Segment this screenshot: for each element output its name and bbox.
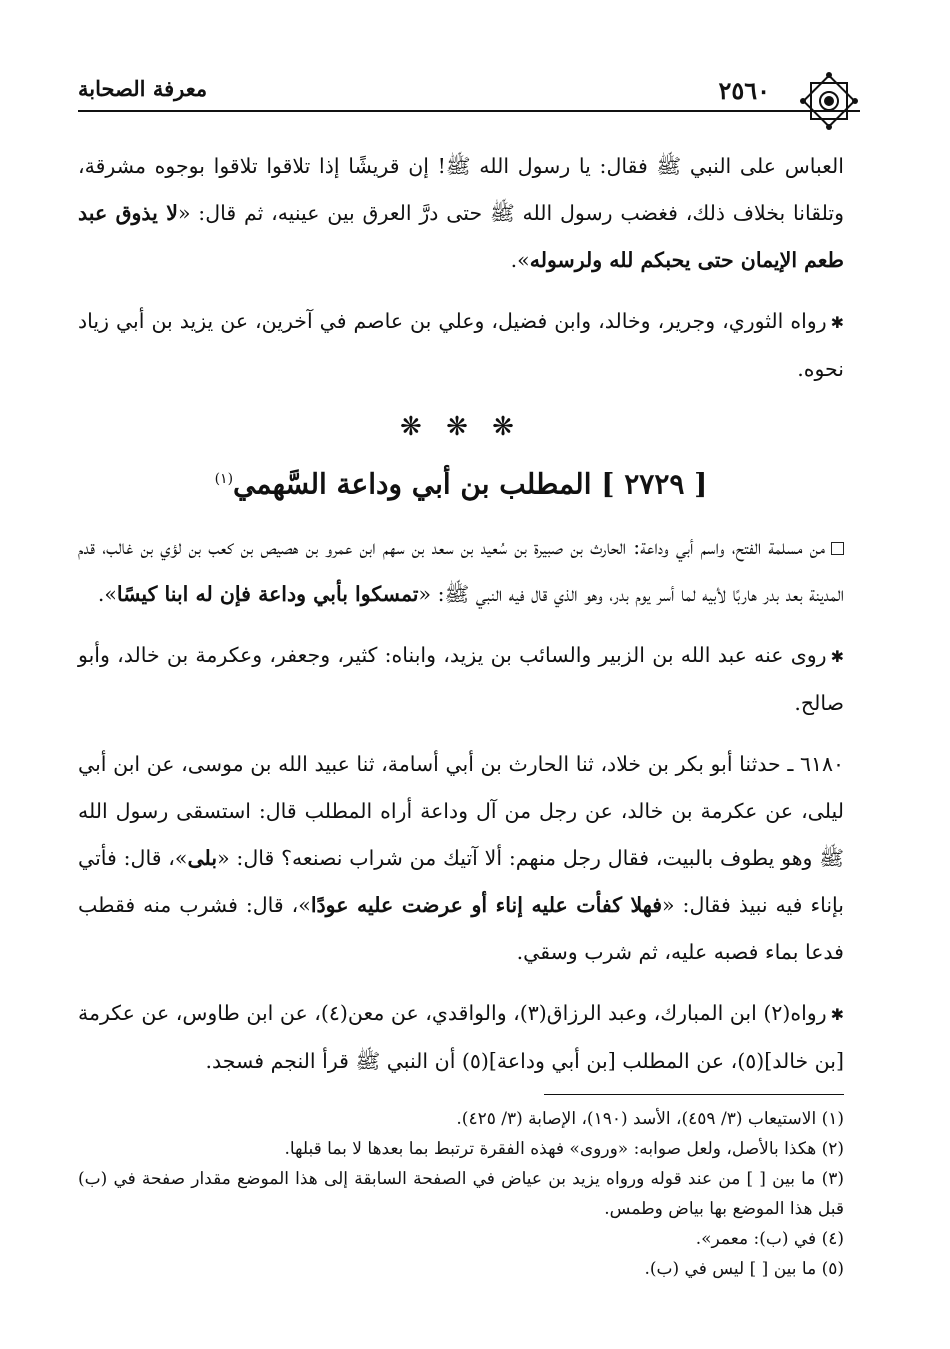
- asterisk-icon: ✱: [830, 647, 844, 667]
- paragraph-4: ✱روى عنه عبد الله بن الزبير والسائب بن يزيد، وابناه: كثير، وجعفر، وعكرمة بن خالد، وأبو صالح.: [78, 643, 844, 716]
- footnote-1: (١) الاستيعاب (٣/ ٤٥٩)، الأسد (١٩٠)، الإصابة (٣/ ٤٢٥).: [456, 1109, 844, 1129]
- entry-title: [ ٢٧٢٩ ] المطلب بن أبي وداعة السَّهمي$^{(١)}$: [214, 467, 708, 501]
- box-marker-icon: [831, 542, 844, 555]
- footnote-5: (٥) ما بين [ ] ليس في (ب).: [644, 1259, 844, 1279]
- page-header: [78, 70, 860, 130]
- star-ornament-icon: [798, 70, 860, 132]
- paragraph-1: العباس على النبي ﷺ فقال: يا رسول الله ﷺ! إن قريشًا إذا تلاقوا تلاقوا بوجوه مشرقة، وتلقانا بخلاف ذلك، فغضب رسول الله ﷺ حتى درَّ العرق بين عينيه، ثم قال: «لا يذوق عبد طعم الإيمان حتى يحبكم لله ولرسوله».: [78, 154, 844, 272]
- paragraph-6: ✱رواه(٢) ابن المبارك، وعبد الرزاق(٣)، والواقدي، عن معن(٤)، عن ابن طاوس، عن عكرمة [بن خالد](٥)، عن المطلب [بن أبي وداعة](٥) أن النبي ﷺ قرأ النجم فسجد.: [78, 1001, 844, 1074]
- hadith-6180: ٦١٨٠ ـ حدثنا أبو بكر بن خلاد، ثنا الحارث بن أبي أسامة، ثنا عبيد الله بن موسى، عن ابن أبي ليلى، عن عكرمة بن خالد، عن رجل من آل وداعة أراه المطلب قال: استسقى رسول الله ﷺ وهو يطوف بالبيت، فقال رجل منهم: ألا آتيك من شراب نصنعه؟ قال: «بلى»، قال: فأتي بإناء فيه نبيذ فقال: «فهلا كفأت عليه إناء أو عرضت عليه عودًا»، قال: فشرب منه فقطب فدعا بماء فصبه عليه، ثم شرب وسقي.: [78, 752, 844, 965]
- asterisk-icon: ✱: [830, 1005, 844, 1025]
- paragraph-2: ✱رواه الثوري، وجرير، وخالد، وابن فضيل، وعلي بن عاصم في آخرين، عن يزيد بن أبي زياد نحوه.: [78, 309, 844, 381]
- footnote-4: (٤) في (ب): معمر».: [695, 1229, 844, 1249]
- paragraph-3: من مسلمة الفتح، واسم أبي وداعة: الحارث بن صبيرة بن سُعيد بن سعد بن سهم ابن عمرو بن هصيص بن كعب بن لؤي بن غالب، قدم المدينة بعد بدر هاربًا لأبيه لما أسر يوم بدر، وهو الذي قال فيه النبي ﷺ: «تمسكوا بأبي وداعة فإن له ابنا كيسًا».: [78, 535, 844, 607]
- main-text: [78, 143, 844, 1099]
- footnote-2: (٢) هكذا بالأصل، ولعل صوابه: «وروى» فهذه الفقرة ترتبط بما بعدها لا بما قبلها.: [284, 1139, 844, 1159]
- asterisk-icon: ✱: [830, 313, 844, 332]
- page-number: ٢٥٦٠: [718, 76, 770, 105]
- footnote-divider: [544, 1094, 844, 1095]
- footnotes: [78, 1104, 844, 1284]
- title-footnote-ref: (١): [214, 471, 234, 487]
- section-separator: ❋ ❋ ❋: [400, 412, 522, 442]
- footnote-3: (٣) ما بين [ ] من عند قوله ورواه يزيد بن عياض في الصفحة السابقة إلى هذا الموضع مقدار صفحة في (ب) قبل هذا الموضع بها بياض وطمس.: [78, 1169, 844, 1219]
- header-divider: [78, 110, 860, 112]
- running-title: معرفة الصحابة: [78, 76, 208, 101]
